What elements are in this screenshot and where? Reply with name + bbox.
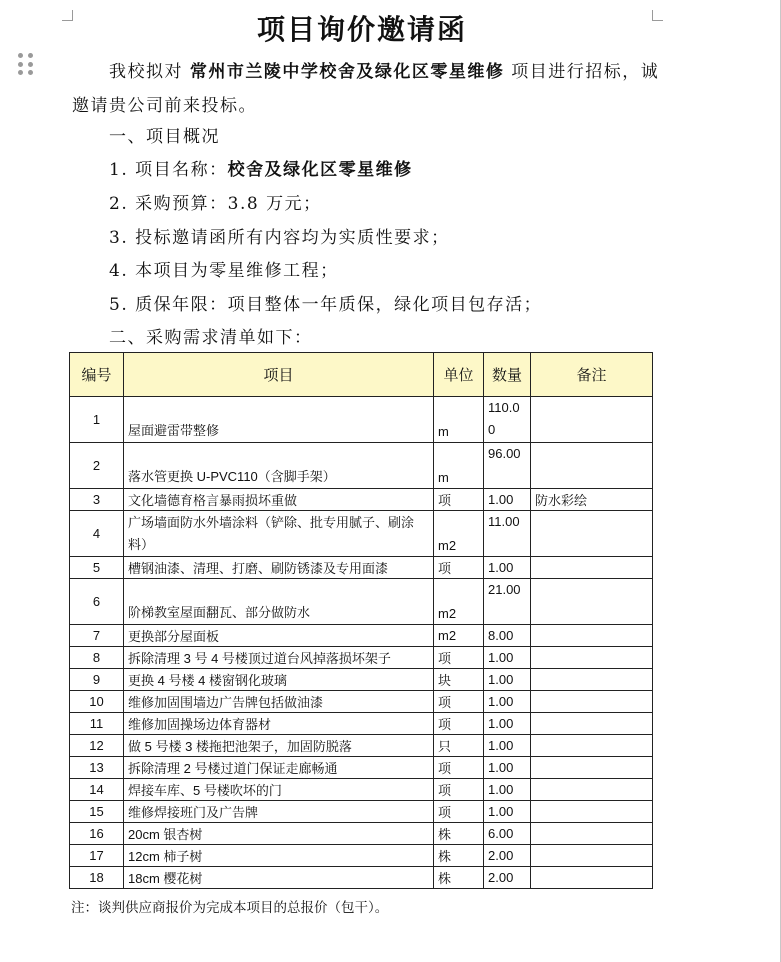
cell-qty: 21.00 <box>484 579 531 625</box>
cell-unit: 株 <box>434 867 484 889</box>
cell-qty: 6.00 <box>484 823 531 845</box>
cell-no: 10 <box>70 691 124 713</box>
cell-item: 焊接车库、5 号楼吹坏的门 <box>124 779 434 801</box>
cell-qty: 11.00 <box>484 511 531 557</box>
table-row <box>70 845 653 867</box>
cell-unit: 只 <box>434 735 484 757</box>
cell-qty: 110.00 <box>484 397 531 443</box>
cell-item: 维修焊接班门及广告牌 <box>124 801 434 823</box>
cell-unit: 株 <box>434 823 484 845</box>
cell-note <box>531 735 653 757</box>
overview-item-5: 5. 质保年限：项目整体一年质保，绿化项目包存活； <box>109 295 543 315</box>
cell-item: 拆除清理 2 号楼过道门保证走廊畅通 <box>124 757 434 779</box>
cell-no: 12 <box>70 735 124 757</box>
table-row <box>70 397 653 443</box>
table-row <box>70 669 653 691</box>
table-row <box>70 801 653 823</box>
cell-item: 文化墙德育格言暴雨损坏重做 <box>124 489 434 511</box>
intro-suffix: 项目进行招标，诚邀请贵公司前来投标。 <box>72 62 660 116</box>
cell-no: 14 <box>70 779 124 801</box>
cell-note <box>531 625 653 647</box>
cell-qty: 8.00 <box>484 625 531 647</box>
cell-qty: 2.00 <box>484 845 531 867</box>
cell-no: 4 <box>70 511 124 557</box>
table-row <box>70 625 653 647</box>
cell-item: 槽钢油漆、清理、打磨、刷防锈漆及专用面漆 <box>124 557 434 579</box>
overview-item-3: 3. 投标邀请函所有内容均为实质性要求； <box>109 228 450 248</box>
drag-handle-icon[interactable] <box>18 53 34 77</box>
cell-note <box>531 823 653 845</box>
cell-no: 2 <box>70 443 124 489</box>
cell-note <box>531 647 653 669</box>
table-row <box>70 489 653 511</box>
cell-qty: 1.00 <box>484 647 531 669</box>
cell-qty: 1.00 <box>484 735 531 757</box>
cell-qty: 1.00 <box>484 691 531 713</box>
cell-no: 7 <box>70 625 124 647</box>
cell-qty: 1.00 <box>484 801 531 823</box>
header-item: 项目 <box>124 353 434 397</box>
cell-no: 16 <box>70 823 124 845</box>
cell-unit: m2 <box>434 511 484 557</box>
cell-unit: 项 <box>434 713 484 735</box>
section-heading-requirements: 二、采购需求清单如下： <box>109 328 313 348</box>
cell-note <box>531 801 653 823</box>
cell-unit: 项 <box>434 489 484 511</box>
overview-item-1 <box>109 153 699 187</box>
table-row <box>70 443 653 489</box>
cell-unit: 株 <box>434 845 484 867</box>
requirements-table <box>69 352 653 889</box>
overview-item-1-label: 1. 项目名称： <box>109 160 228 180</box>
cell-qty: 1.00 <box>484 557 531 579</box>
cell-no: 13 <box>70 757 124 779</box>
cell-no: 3 <box>70 489 124 511</box>
cell-no: 11 <box>70 713 124 735</box>
section-heading-overview: 一、项目概况 <box>109 127 220 147</box>
cell-unit: 项 <box>434 801 484 823</box>
cell-no: 17 <box>70 845 124 867</box>
table-row <box>70 713 653 735</box>
cell-item: 20cm 银杏树 <box>124 823 434 845</box>
cell-qty: 1.00 <box>484 757 531 779</box>
cell-item: 更换 4 号楼 4 楼窗钢化玻璃 <box>124 669 434 691</box>
header-no: 编号 <box>70 353 124 397</box>
table-row <box>70 823 653 845</box>
table-row <box>70 557 653 579</box>
table-row <box>70 779 653 801</box>
cell-note <box>531 757 653 779</box>
cell-note: 防水彩绘 <box>531 489 653 511</box>
cell-unit: m <box>434 443 484 489</box>
cell-unit: 项 <box>434 757 484 779</box>
cell-note <box>531 713 653 735</box>
overview-item-2: 2. 采购预算：3.8 万元； <box>109 194 322 214</box>
cell-unit: 项 <box>434 557 484 579</box>
cell-note <box>531 511 653 557</box>
cell-qty: 96.00 <box>484 443 531 489</box>
cell-qty: 1.00 <box>484 489 531 511</box>
footnote: 注：谈判供应商报价为完成本项目的总报价（包干）。 <box>71 900 389 915</box>
cell-qty: 1.00 <box>484 779 531 801</box>
cell-item: 更换部分屋面板 <box>124 625 434 647</box>
cell-note <box>531 779 653 801</box>
cell-item: 屋面避雷带整修 <box>124 397 434 443</box>
cell-qty: 2.00 <box>484 867 531 889</box>
cell-unit: m2 <box>434 579 484 625</box>
cell-unit: m2 <box>434 625 484 647</box>
cell-item: 阶梯教室屋面翻瓦、部分做防水 <box>124 579 434 625</box>
cell-item: 维修加固围墙边广告牌包括做油漆 <box>124 691 434 713</box>
table-row <box>70 757 653 779</box>
cell-no: 5 <box>70 557 124 579</box>
cell-item: 落水管更换 U-PVC110（含脚手架） <box>124 443 434 489</box>
cell-no: 1 <box>70 397 124 443</box>
cell-no: 15 <box>70 801 124 823</box>
cell-item: 广场墙面防水外墙涂料（铲除、批专用腻子、刷涂料） <box>124 511 434 557</box>
intro-prefix: 我校拟对 <box>109 62 190 82</box>
cell-qty: 1.00 <box>484 713 531 735</box>
header-unit: 单位 <box>434 353 484 397</box>
page-title: 项目询价邀请函 <box>256 13 467 46</box>
cell-note <box>531 397 653 443</box>
cell-qty: 1.00 <box>484 669 531 691</box>
cell-unit: m <box>434 397 484 443</box>
table-row <box>70 735 653 757</box>
cell-no: 18 <box>70 867 124 889</box>
table-header-row <box>70 353 653 397</box>
cell-unit: 块 <box>434 669 484 691</box>
table-row <box>70 511 653 557</box>
cell-note <box>531 867 653 889</box>
cell-unit: 项 <box>434 691 484 713</box>
cell-item: 12cm 柿子树 <box>124 845 434 867</box>
cell-unit: 项 <box>434 779 484 801</box>
intro-paragraph <box>72 55 662 123</box>
intro-project-name: 常州市兰陵中学校舍及绿化区零星维修 <box>189 62 505 82</box>
overview-item-4: 4. 本项目为零星维修工程； <box>109 261 339 281</box>
cell-item: 维修加固操场边体育器材 <box>124 713 434 735</box>
cell-note <box>531 443 653 489</box>
cell-item: 18cm 樱花树 <box>124 867 434 889</box>
header-qty: 数量 <box>484 353 531 397</box>
cell-note <box>531 579 653 625</box>
header-note: 备注 <box>531 353 653 397</box>
table-row <box>70 579 653 625</box>
cell-unit: 项 <box>434 647 484 669</box>
cell-no: 8 <box>70 647 124 669</box>
cell-note <box>531 845 653 867</box>
table-row <box>70 867 653 889</box>
cell-note <box>531 557 653 579</box>
cell-item: 拆除清理 3 号 4 号楼顶过道台风掉落损坏架子 <box>124 647 434 669</box>
cell-note <box>531 669 653 691</box>
table-row <box>70 647 653 669</box>
overview-item-1-value: 校舍及绿化区零星维修 <box>227 160 413 180</box>
cell-no: 9 <box>70 669 124 691</box>
table-row <box>70 691 653 713</box>
cell-note <box>531 691 653 713</box>
cell-no: 6 <box>70 579 124 625</box>
cell-item: 做 5 号楼 3 楼拖把池架子，加固防脱落 <box>124 735 434 757</box>
